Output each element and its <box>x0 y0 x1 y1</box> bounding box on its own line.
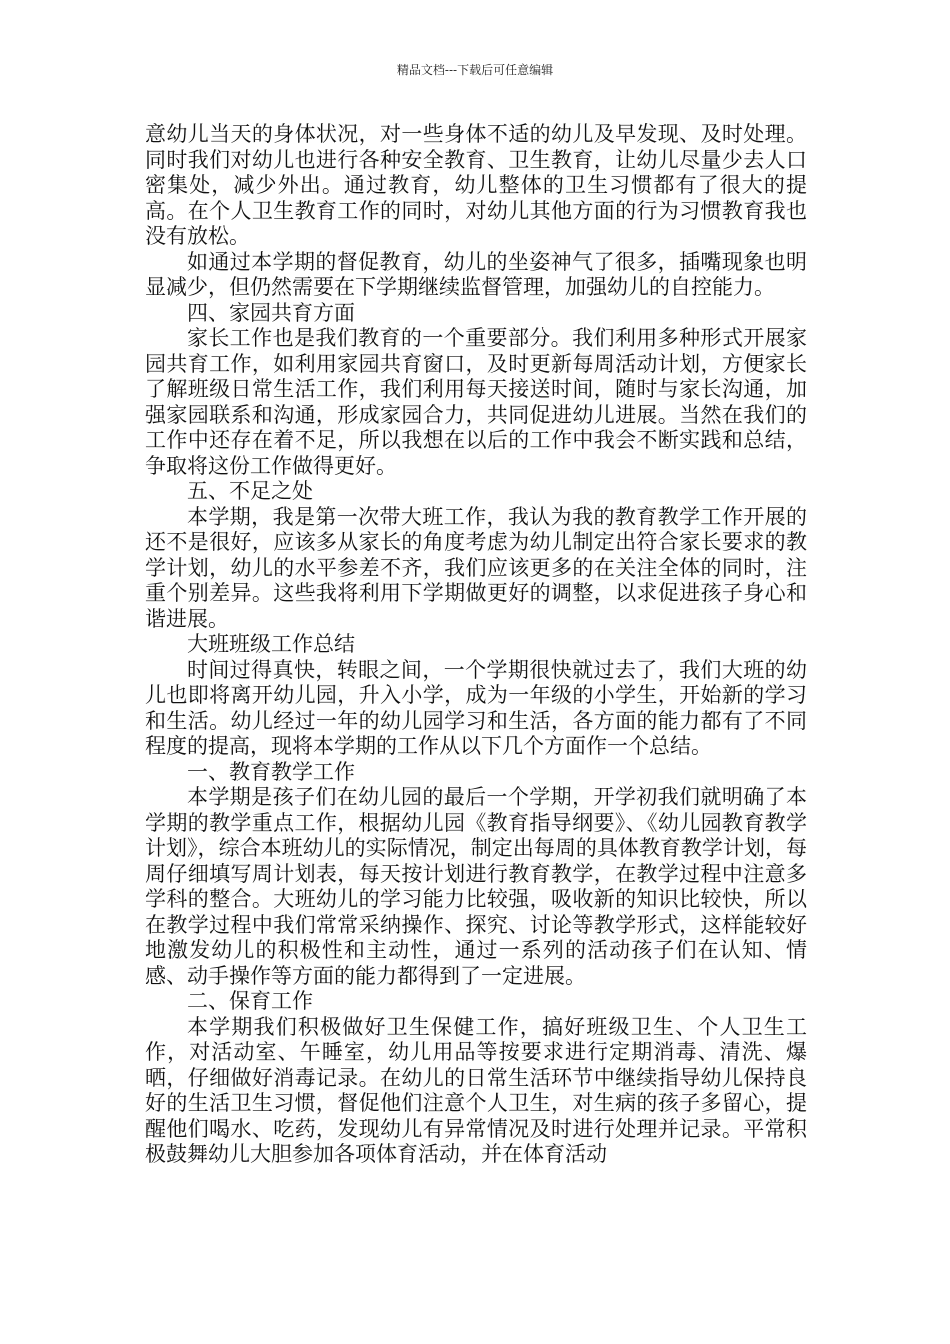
paragraph: 如通过本学期的督促教育，幼儿的坐姿神气了很多，插嘴现象也明显减少，但仍然需要在下学期继续监督管理，加强幼儿的自控能力。 <box>145 249 807 299</box>
section-heading: 五、不足之处 <box>187 479 313 503</box>
paragraph: 本学期，我是第一次带大班工作，我认为我的教育教学工作开展的还不是很好，应该多从家长的角度考虑为幼儿制定出符合家长要求的教学计划，幼儿的水平参差不齐，我们应该更多的在关注全体的同时，注重个别差异。这些我将利用下学期做更好的调整，以求促进孩子身心和谐进展。 <box>145 504 807 631</box>
paragraph: 时间过得真快，转眼之间，一个学期很快就过去了，我们大班的幼儿也即将离开幼儿园，升入小学，成为一年级的小学生，开始新的学习和生活。幼儿经过一年的幼儿园学习和生活，各方面的能力都有了不同程度的提高，现将本学期的工作从以下几个方面作一个总结。 <box>145 657 807 758</box>
section-heading: 二、保育工作 <box>187 989 313 1013</box>
paragraph: 本学期是孩子们在幼儿园的最后一个学期，开学初我们就明确了本学期的教学重点工作，根据幼儿园《教育指导纲要》、《幼儿园教育教学计划》，综合本班幼儿的实际情况，制定出每周的具体教育教学计划，每周仔细填写周计划表，每天按计划进行教育教学，在教学过程中注意多学科的整合。大班幼儿的学习能力比较强，吸收新的知识比较快，所以在教学过程中我们常常采纳操作、探究、讨论等教学形式，这样能较好地激发幼儿的积极性和主动性，通过一系列的活动孩子们在认知、情感、动手操作等方面的能力都得到了一定进展。 <box>145 785 807 988</box>
page-header: 精品文档---下载后可任意编辑 <box>396 63 554 77</box>
paragraph: 本学期我们积极做好卫生保健工作，搞好班级卫生、个人卫生工作，对活动室、午睡室，幼儿用品等按要求进行定期消毒、清洗、爆晒，仔细做好消毒记录。在幼儿的日常生活环节中继续指导幼儿保持良好的生活卫生习惯，督促他们注意个人卫生，对生病的孩子多留心，提醒他们喝水、吃药，发现幼儿有异常情况及时进行处理并记录。平常积极鼓舞幼儿大胆参加各项体育活动，并在体育活动 <box>145 1014 807 1166</box>
section-heading: 一、教育教学工作 <box>187 759 355 784</box>
paragraph: 意幼儿当天的身体状况，对一些身体不适的幼儿及早发现、及时处理。同时我们对幼儿也进行各种安全教育、卫生教育，让幼儿尽量少去人口密集处，减少外出。通过教育，幼儿整体的卫生习惯都有了很大的提高。在个人卫生教育工作的同时，对幼儿其他方面的行为习惯教育我也没有放松。 <box>145 122 807 248</box>
paragraph: 家长工作也是我们教育的一个重要部分。我们利用多种形式开展家园共育工作，如利用家园共育窗口，及时更新每周活动计划，方便家长了解班级日常生活工作，我们利用每天接送时间，随时与家长沟通，加强家园联系和沟通，形成家园合力，共同促进幼儿进展。当然在我们的工作中还存在着不足，所以我想在以后的工作中我会不断实践和总结，争取将这份工作做得更好。 <box>145 326 807 478</box>
document-body <box>145 122 807 1168</box>
document-title: 大班班级工作总结 <box>187 632 355 656</box>
section-heading: 四、家园共育方面 <box>187 300 355 325</box>
